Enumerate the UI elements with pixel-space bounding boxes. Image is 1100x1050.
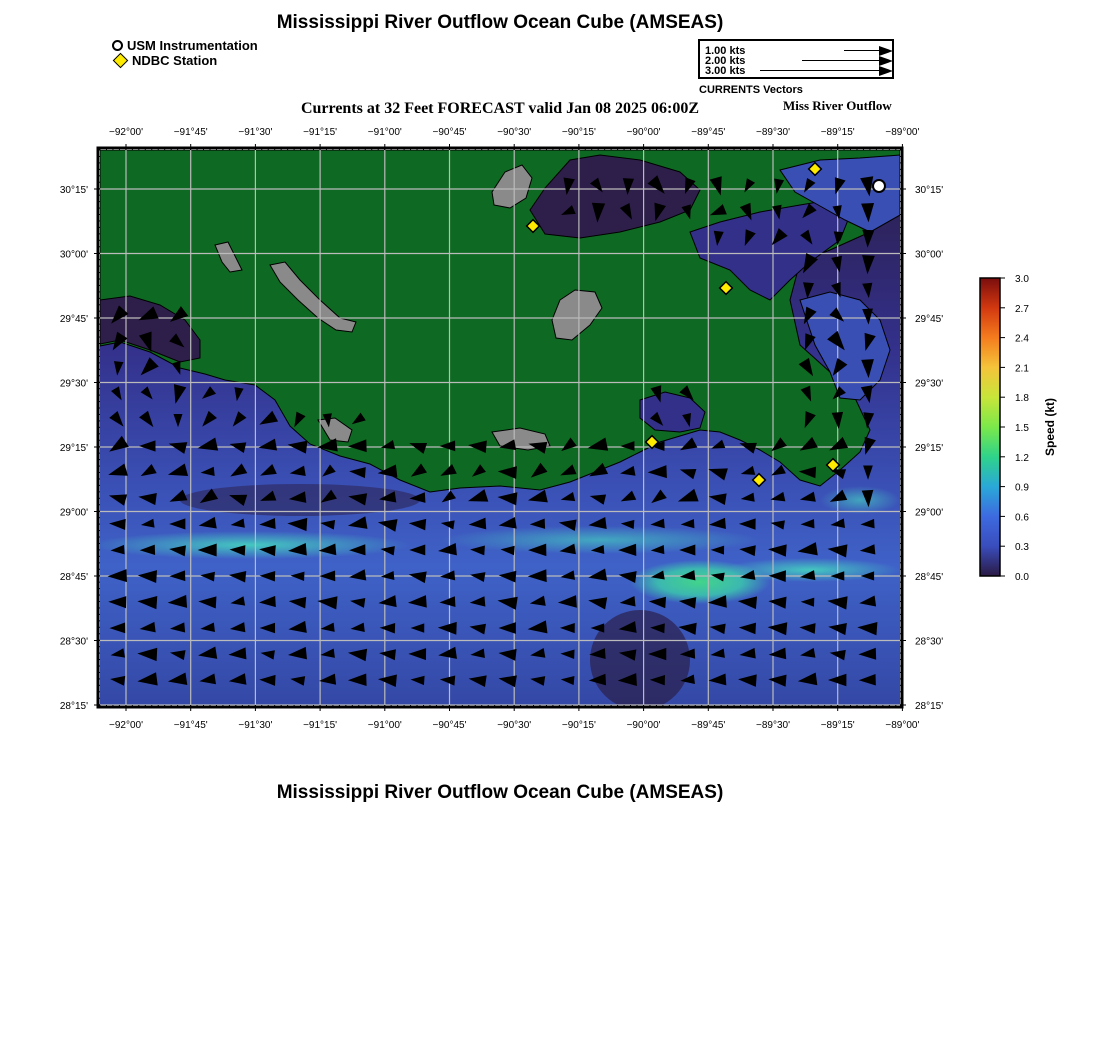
footer-title: Mississippi River Outflow Ocean Cube (AMSEAS) [276,782,724,803]
colorbar-tick-label: 2.1 [1015,363,1029,375]
map-subtitle: Currents at 32 Feet FORECAST valid Jan 08 2025 06:00Z [300,100,700,117]
colorbar [970,268,1070,588]
colorbar-gradient [980,278,1000,576]
lon-tick-label-top: −90°15' [561,127,596,138]
colorbar-tick-label: 0.9 [1015,482,1029,494]
lon-tick-label-bottom: −90°30' [497,720,532,731]
lat-tick-label-left: 29°00' [59,507,88,519]
lat-tick-label-left: 28°15' [59,701,88,712]
colorbar-tick-label: 0.3 [1015,542,1029,554]
lon-tick-label-top: −89°00' [885,127,920,138]
lon-tick-label-bottom: −91°45' [173,720,208,731]
lat-tick-label-right: 29°45' [915,314,944,325]
lon-tick-label-top: −91°00' [367,127,402,138]
vector-scale-row-1: 1.00 kts [705,45,746,57]
lon-tick-label-top: −89°45' [691,127,726,138]
lon-tick-label-bottom: −90°00' [626,720,661,731]
lon-tick-label-bottom: −89°15' [820,720,855,731]
lat-tick-label-right: 29°30' [915,378,944,390]
lat-tick-label-left: 29°30' [59,378,88,390]
legend-usm-label: USM Instrumentation [127,38,258,53]
page-title: Mississippi River Outflow Ocean Cube (AMSEAS) [276,12,724,33]
lon-tick-label-top: −92°00' [109,127,143,138]
lon-tick-label-bottom: −91°15' [303,720,338,731]
colorbar-tick-label: 1.5 [1015,423,1029,434]
slow-water-south [590,610,690,710]
lon-tick-label-top: −90°00' [626,127,661,138]
lon-tick-label-top: −91°45' [173,127,208,138]
lon-tick-label-top: −89°30' [756,127,790,138]
colorbar-label: Speed (kt) [1043,397,1057,457]
lon-tick-label-bottom: −91°30' [238,720,273,731]
colorbar-tick-label: 3.0 [1015,274,1029,285]
colorbar-tick-label: 2.4 [1015,333,1029,345]
lat-tick-label-right: 29°00' [915,507,944,519]
vector-scale-row-2: 2.00 kts [705,55,746,67]
lon-tick-label-bottom: −92°00' [109,720,143,731]
lat-tick-label-left: 30°00' [59,249,88,261]
legend-ndbc-label: NDBC Station [132,53,218,68]
lat-tick-label-right: 29°15' [915,443,944,454]
lon-tick-label-top: −90°45' [432,127,467,138]
lat-tick-label-left: 29°45' [59,314,88,325]
current-band-west [90,531,410,559]
lon-tick-label-top: −91°30' [238,127,273,138]
lon-tick-label-bottom: −89°30' [756,720,790,731]
lat-tick-label-right: 28°15' [915,701,944,712]
vector-scale-row-3: 3.00 kts [705,65,746,77]
lat-tick-label-left: 28°30' [59,636,88,648]
lat-tick-label-right: 28°30' [915,636,944,648]
lon-tick-label-top: −90°30' [497,127,532,138]
lat-tick-label-right: 30°00' [915,249,944,261]
lat-tick-label-right: 28°45' [915,572,944,583]
lon-tick-label-bottom: −89°45' [691,720,726,731]
colorbar-tick-label: 1.8 [1015,393,1029,405]
lat-tick-label-left: 28°45' [59,572,88,583]
vector-scale-caption: CURRENTS Vectors [699,84,803,96]
lon-tick-label-bottom: −91°00' [367,720,402,731]
lon-tick-label-top: −91°15' [303,127,338,138]
lon-tick-label-top: −89°15' [820,127,855,138]
lon-tick-label-bottom: −90°45' [432,720,467,731]
colorbar-tick-label: 2.7 [1015,303,1029,315]
usm-station-marker [873,180,885,192]
colorbar-tick-label: 0.6 [1015,512,1029,524]
colorbar-ticks [1000,274,1029,583]
colorbar-tick-label: 1.2 [1015,452,1029,464]
lat-tick-label-left: 30°15' [59,185,88,196]
lat-tick-label-right: 30°15' [915,185,944,196]
region-label: Miss River Outflow [783,98,892,113]
lon-tick-label-bottom: −90°15' [561,720,596,731]
lat-tick-label-left: 29°15' [59,443,88,454]
colorbar-tick-label: 0.0 [1015,572,1029,583]
lon-tick-label-bottom: −89°00' [885,720,920,731]
